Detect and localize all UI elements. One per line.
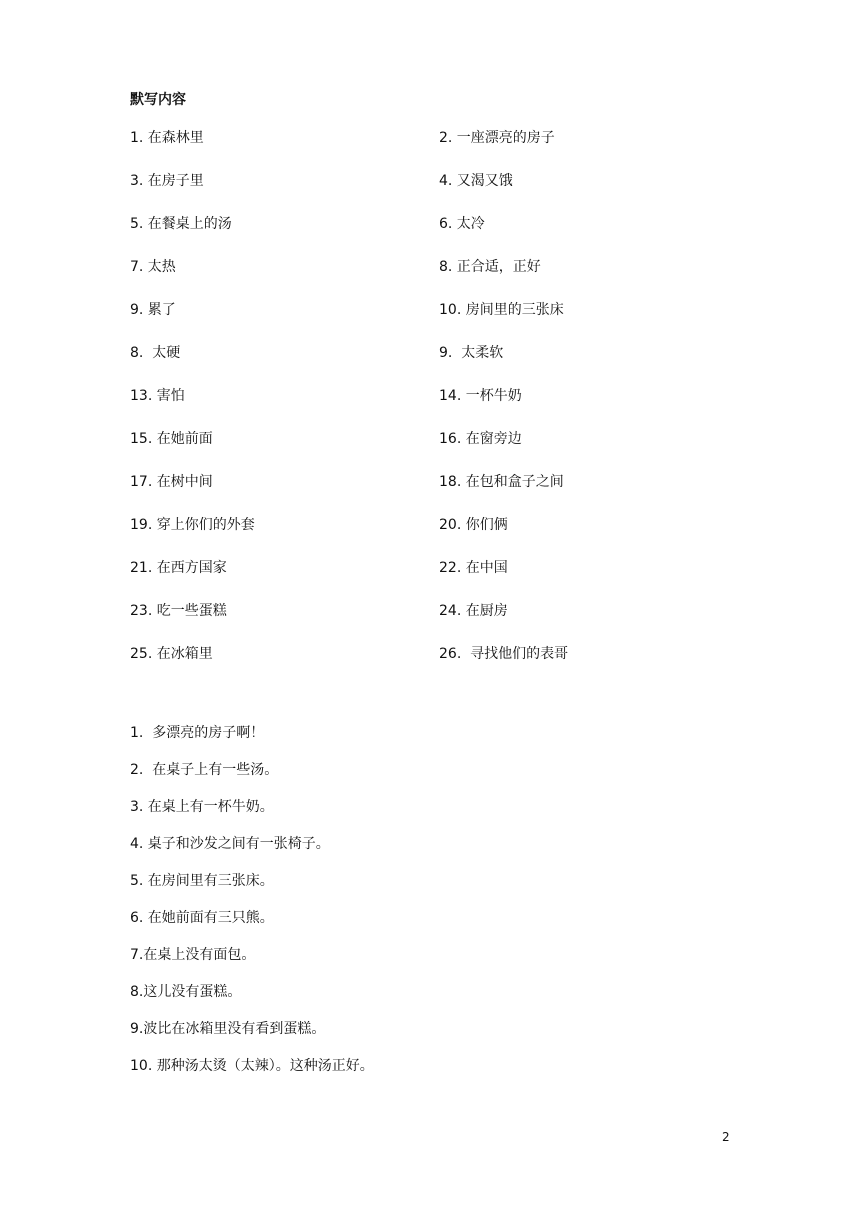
phrase-item: 24. 在厨房 (439, 603, 508, 619)
phrase-item: 18. 在包和盒子之间 (439, 474, 564, 490)
phrase-item: 20. 你们俩 (439, 517, 508, 533)
phrase-item: 14. 一杯牛奶 (439, 388, 522, 404)
phrase-list (130, 128, 730, 687)
sentence-item: 2. 在桌子上有一些汤。 (130, 762, 279, 778)
phrase-item: 26. 寻找他们的表哥 (439, 646, 569, 662)
phrase-item: 15. 在她前面 (130, 431, 213, 447)
sentence-list (130, 723, 730, 1093)
phrase-item: 19. 穿上你们的外套 (130, 517, 255, 533)
phrase-item: 16. 在窗旁边 (439, 431, 522, 447)
sentence-item: 10. 那种汤太烫（太辣）。这种汤正好。 (130, 1058, 374, 1074)
phrase-row (130, 644, 730, 687)
phrase-item: 8. 太硬 (130, 345, 181, 361)
phrase-row (130, 214, 730, 257)
phrase-row (130, 128, 730, 171)
phrase-row (130, 300, 730, 343)
phrase-row (130, 601, 730, 644)
phrase-row (130, 429, 730, 472)
phrase-item: 5. 在餐桌上的汤 (130, 216, 232, 232)
phrase-row (130, 558, 730, 601)
phrase-item: 6. 太冷 (439, 216, 485, 232)
phrase-item: 7. 太热 (130, 259, 176, 275)
phrase-item: 23. 吃一些蛋糕 (130, 603, 227, 619)
phrase-item: 9. 累了 (130, 302, 176, 318)
phrase-item: 13. 害怕 (130, 388, 185, 404)
phrase-item: 21. 在西方国家 (130, 560, 227, 576)
section-title: 默写内容 (130, 92, 186, 108)
phrase-item: 9. 太柔软 (439, 345, 504, 361)
sentence-item: 6. 在她前面有三只熊。 (130, 910, 274, 926)
phrase-item: 10. 房间里的三张床 (439, 302, 564, 318)
phrase-item: 1. 在森林里 (130, 130, 204, 146)
phrase-row (130, 257, 730, 300)
phrase-row (130, 343, 730, 386)
sentence-item: 1. 多漂亮的房子啊！ (130, 725, 265, 741)
phrase-item: 3. 在房子里 (130, 173, 204, 189)
phrase-item: 25. 在冰箱里 (130, 646, 213, 662)
sentence-item: 9.波比在冰箱里没有看到蛋糕。 (130, 1021, 326, 1037)
sentence-item: 3. 在桌上有一杯牛奶。 (130, 799, 274, 815)
phrase-item: 8. 正合适，正好 (439, 259, 541, 275)
sentence-item: 7.在桌上没有面包。 (130, 947, 256, 963)
phrase-item: 22. 在中国 (439, 560, 508, 576)
phrase-item: 4. 又渴又饿 (439, 173, 513, 189)
phrase-row (130, 386, 730, 429)
phrase-row (130, 171, 730, 214)
phrase-item: 2. 一座漂亮的房子 (439, 130, 555, 146)
sentence-item: 8.这儿没有蛋糕。 (130, 984, 242, 1000)
phrase-row (130, 472, 730, 515)
phrase-row (130, 515, 730, 558)
page-number: 2 (722, 1130, 730, 1144)
phrase-item: 17. 在树中间 (130, 474, 213, 490)
sentence-item: 5. 在房间里有三张床。 (130, 873, 274, 889)
sentence-item: 4. 桌子和沙发之间有一张椅子。 (130, 836, 330, 852)
